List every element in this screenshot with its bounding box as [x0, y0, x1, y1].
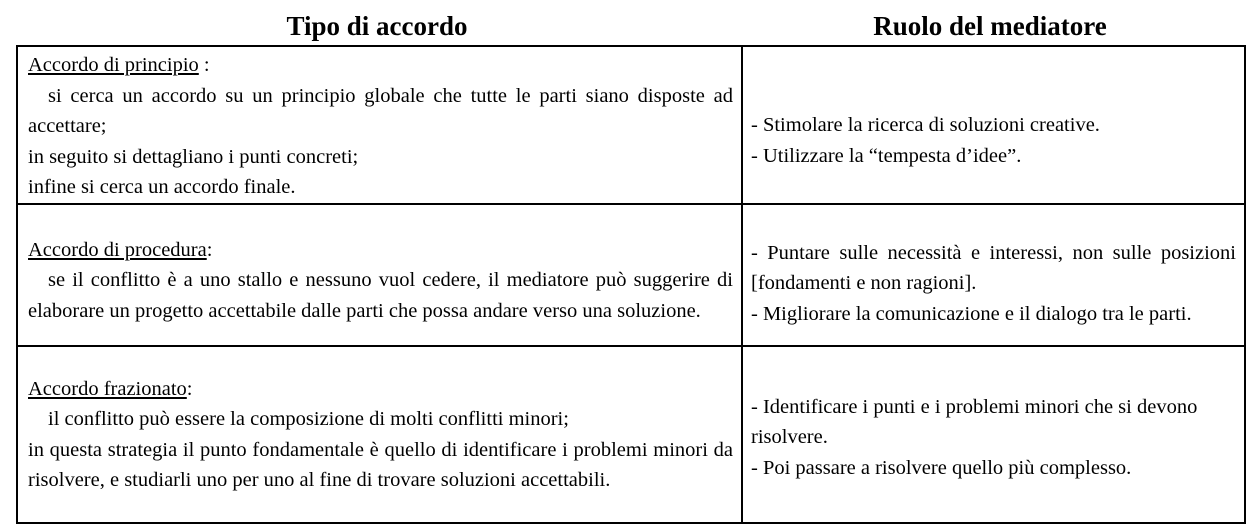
description-first-line: si cerca un accordo su un principio globale che tutte le parti siano disposte ad accettare;	[28, 84, 733, 137]
role-line: - Identificare i punti e i problemi minori che si devono risolvere.	[751, 395, 1198, 448]
title-frazionato: Accordo frazionato	[28, 377, 187, 400]
cell-ruolo-frazionato	[742, 346, 1245, 523]
cell-tipo-frazionato	[17, 346, 742, 523]
title-suffix: :	[198, 54, 210, 76]
row-title	[28, 50, 733, 81]
row-title	[28, 235, 733, 266]
role-line: - Migliorare la comunicazione e il dialogo tra le parti.	[751, 302, 1192, 325]
header-ruolo-del-mediatore: Ruolo del mediatore	[873, 11, 1107, 41]
description-line: in seguito si dettagliano i punti concreti;	[28, 145, 359, 168]
agreement-table	[16, 45, 1246, 524]
role-line: - Utilizzare la “tempesta d’idee”.	[751, 144, 1022, 167]
title-suffix: :	[206, 238, 213, 261]
cell-ruolo-procedura	[742, 204, 1245, 346]
cell-tipo-procedura	[17, 204, 742, 346]
description-first-line: il conflitto può essere la composizione di molti conflitti minori;	[48, 408, 569, 430]
description-first-line: se il conflitto è a uno stallo e nessuno vuol cedere, il mediatore può suggerire di elaborare un progetto accettabile dalle parti che possa andare verso una soluzione.	[28, 269, 733, 322]
description-line: in questa strategia il punto fondamentale è quello di identificare i problemi minori da risolvere, e studiarli uno per uno al fine di trovare soluzioni accettabili.	[28, 438, 733, 491]
table-row-frazionato	[17, 346, 1245, 523]
role-line: - Poi passare a risolvere quello più complesso.	[751, 456, 1132, 479]
description-line: infine si cerca un accordo finale.	[28, 176, 296, 198]
title-suffix: :	[186, 377, 193, 400]
cell-tipo-principio	[17, 46, 742, 204]
title-principio: Accordo di principio	[28, 54, 199, 76]
cell-ruolo-principio	[742, 46, 1245, 204]
table-row-procedura	[17, 204, 1245, 346]
row-title	[28, 374, 733, 405]
table-row-principio	[17, 46, 1245, 204]
title-procedura: Accordo di procedura	[28, 238, 207, 261]
role-line: - Stimolare la ricerca di soluzioni creative.	[751, 114, 1100, 136]
header-tipo-di-accordo: Tipo di accordo	[286, 11, 468, 41]
role-line: - Puntare sulle necessità e interessi, non sulle posizioni [fondamenti e non ragioni].	[751, 241, 1236, 294]
